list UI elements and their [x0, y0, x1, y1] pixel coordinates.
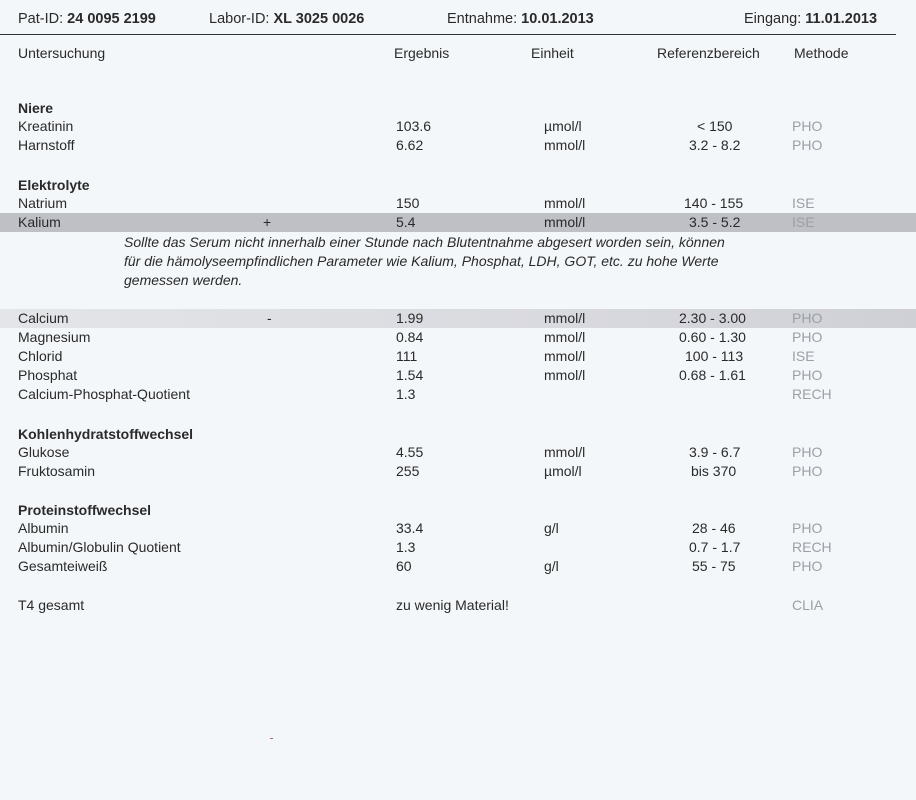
test-reference: < 150	[697, 118, 733, 134]
test-reference: 55 - 75	[692, 558, 736, 574]
section-kohlenhydratstoffwechsel: Kohlenhydratstoffwechsel	[18, 426, 194, 442]
test-result: 255	[396, 463, 420, 479]
test-result: 33.4	[396, 520, 424, 536]
test-method: PHO	[792, 520, 823, 536]
test-method: PHO	[792, 444, 823, 460]
report-header	[0, 0, 916, 36]
test-method: RECH	[792, 539, 832, 555]
entnahme-value: 10.01.2013	[521, 11, 594, 27]
section-niere: Niere	[18, 100, 54, 116]
result-row-albumin	[0, 519, 916, 538]
test-result: 0.84	[396, 329, 424, 345]
result-row-albumin-globulin-quotient	[0, 538, 916, 557]
entnahme-date	[447, 11, 594, 27]
test-unit: µmol/l	[544, 118, 582, 134]
test-result: 4.55	[396, 444, 424, 460]
labor-id-label: Labor-ID:	[209, 11, 270, 27]
test-name: T4 gesamt	[18, 597, 85, 613]
test-unit: mmol/l	[544, 137, 586, 153]
eingang-date	[744, 11, 877, 27]
col-header-untersuchung: Untersuchung	[18, 45, 106, 61]
col-header-methode: Methode	[794, 45, 849, 61]
test-result: 1.3	[396, 539, 416, 555]
test-reference: 3.2 - 8.2	[689, 137, 741, 153]
eingang-value: 11.01.2013	[805, 11, 878, 27]
test-result: 150	[396, 195, 420, 211]
section-proteinstoffwechsel: Proteinstoffwechsel	[18, 502, 152, 518]
test-method: CLIA	[792, 597, 824, 613]
test-result: 103.6	[396, 118, 432, 134]
test-reference: 140 - 155	[684, 195, 744, 211]
test-unit: mmol/l	[544, 367, 586, 383]
result-row-natrium	[0, 194, 916, 213]
test-reference: 3.5 - 5.2	[689, 214, 741, 230]
test-unit: mmol/l	[544, 195, 586, 211]
test-method: PHO	[792, 137, 823, 153]
labor-id	[209, 11, 364, 27]
patient-id-value: 24 0095 2199	[67, 11, 156, 27]
test-result: 111	[396, 348, 418, 364]
test-name: Natrium	[18, 195, 68, 211]
result-row-phosphat	[0, 366, 916, 385]
test-name: Kreatinin	[18, 118, 74, 134]
test-method: ISE	[792, 195, 815, 211]
test-name: Phosphat	[18, 367, 78, 383]
col-header-ergebnis: Ergebnis	[394, 45, 450, 61]
test-method: PHO	[792, 558, 823, 574]
test-reference: 28 - 46	[692, 520, 736, 536]
test-method: PHO	[792, 118, 823, 134]
result-row-t4-gesamt	[0, 596, 916, 615]
result-row-gesamteiweiss	[0, 557, 916, 576]
test-unit: mmol/l	[544, 329, 586, 345]
test-reference: 100 - 113	[685, 348, 744, 364]
test-name: Calcium	[18, 310, 69, 326]
test-unit: mmol/l	[544, 310, 586, 326]
col-header-einheit: Einheit	[531, 45, 574, 61]
test-unit: mmol/l	[544, 348, 586, 364]
test-name: Albumin	[18, 520, 69, 536]
test-name: Chlorid	[18, 348, 63, 364]
test-unit: g/l	[544, 520, 559, 536]
test-name: Glukose	[18, 444, 70, 460]
result-row-glukose	[0, 443, 916, 462]
test-result: 1.99	[396, 310, 424, 326]
test-reference: 0.60 - 1.30	[679, 329, 746, 345]
result-row-kalium	[0, 213, 916, 232]
result-row-harnstoff	[0, 136, 916, 155]
test-result: 60	[396, 558, 412, 574]
test-method: RECH	[792, 386, 832, 402]
eingang-label: Eingang:	[744, 11, 802, 27]
result-row-magnesium	[0, 328, 916, 347]
test-name: Magnesium	[18, 329, 91, 345]
entnahme-label: Entnahme:	[447, 11, 518, 27]
result-row-calcium-phosphat-quotient	[0, 385, 916, 404]
test-result: 1.54	[396, 367, 424, 383]
test-reference: 3.9 - 6.7	[689, 444, 741, 460]
result-row-chlorid	[0, 347, 916, 366]
test-unit: µmol/l	[544, 463, 582, 479]
test-method: PHO	[792, 310, 823, 326]
note-line-3: gemessen werden.	[124, 272, 243, 288]
patient-id-label: Pat-ID:	[18, 11, 64, 27]
labor-id-value: XL 3025 0026	[273, 11, 365, 27]
test-name: Fruktosamin	[18, 463, 96, 479]
col-header-referenz: Referenzbereich	[657, 45, 760, 61]
patient-id	[18, 11, 156, 27]
note-line-2: für die hämolyseempfindlichen Parameter wie Kalium, Phosphat, LDH, GOT, etc. zu hohe Werte	[124, 253, 719, 269]
test-unit: mmol/l	[544, 214, 586, 230]
test-result: 5.4	[396, 214, 416, 230]
test-flag: -	[267, 310, 272, 326]
test-name: Gesamteiweiß	[18, 558, 108, 574]
test-name: Albumin/Globulin Quotient	[18, 539, 181, 555]
test-unit: mmol/l	[544, 444, 586, 460]
result-row-calcium	[0, 309, 916, 328]
test-reference: 0.7 - 1.7	[689, 539, 741, 555]
test-method: ISE	[792, 348, 815, 364]
test-method: PHO	[792, 463, 823, 479]
result-row-fruktosamin	[0, 462, 916, 481]
test-flag: +	[263, 214, 272, 230]
hemolysis-note	[124, 233, 824, 290]
header-divider	[0, 34, 896, 35]
test-reference: bis 370	[691, 463, 737, 479]
test-method: ISE	[792, 214, 815, 230]
test-reference: 0.68 - 1.61	[679, 367, 746, 383]
test-name: Calcium-Phosphat-Quotient	[18, 386, 190, 402]
note-line-1: Sollte das Serum nicht innerhalb einer Stunde nach Blutentnahme abgesert worden sein, können	[124, 234, 725, 250]
test-method: PHO	[792, 329, 823, 345]
test-result: zu wenig Material!	[396, 597, 509, 613]
result-row-kreatinin	[0, 117, 916, 136]
test-unit: g/l	[544, 558, 559, 574]
test-method: PHO	[792, 367, 823, 383]
scan-speck	[270, 738, 273, 739]
test-result: 1.3	[396, 386, 416, 402]
test-name: Harnstoff	[18, 137, 75, 153]
test-name: Kalium	[18, 214, 61, 230]
test-result: 6.62	[396, 137, 424, 153]
test-reference: 2.30 - 3.00	[679, 310, 746, 326]
section-elektrolyte: Elektrolyte	[18, 177, 90, 193]
